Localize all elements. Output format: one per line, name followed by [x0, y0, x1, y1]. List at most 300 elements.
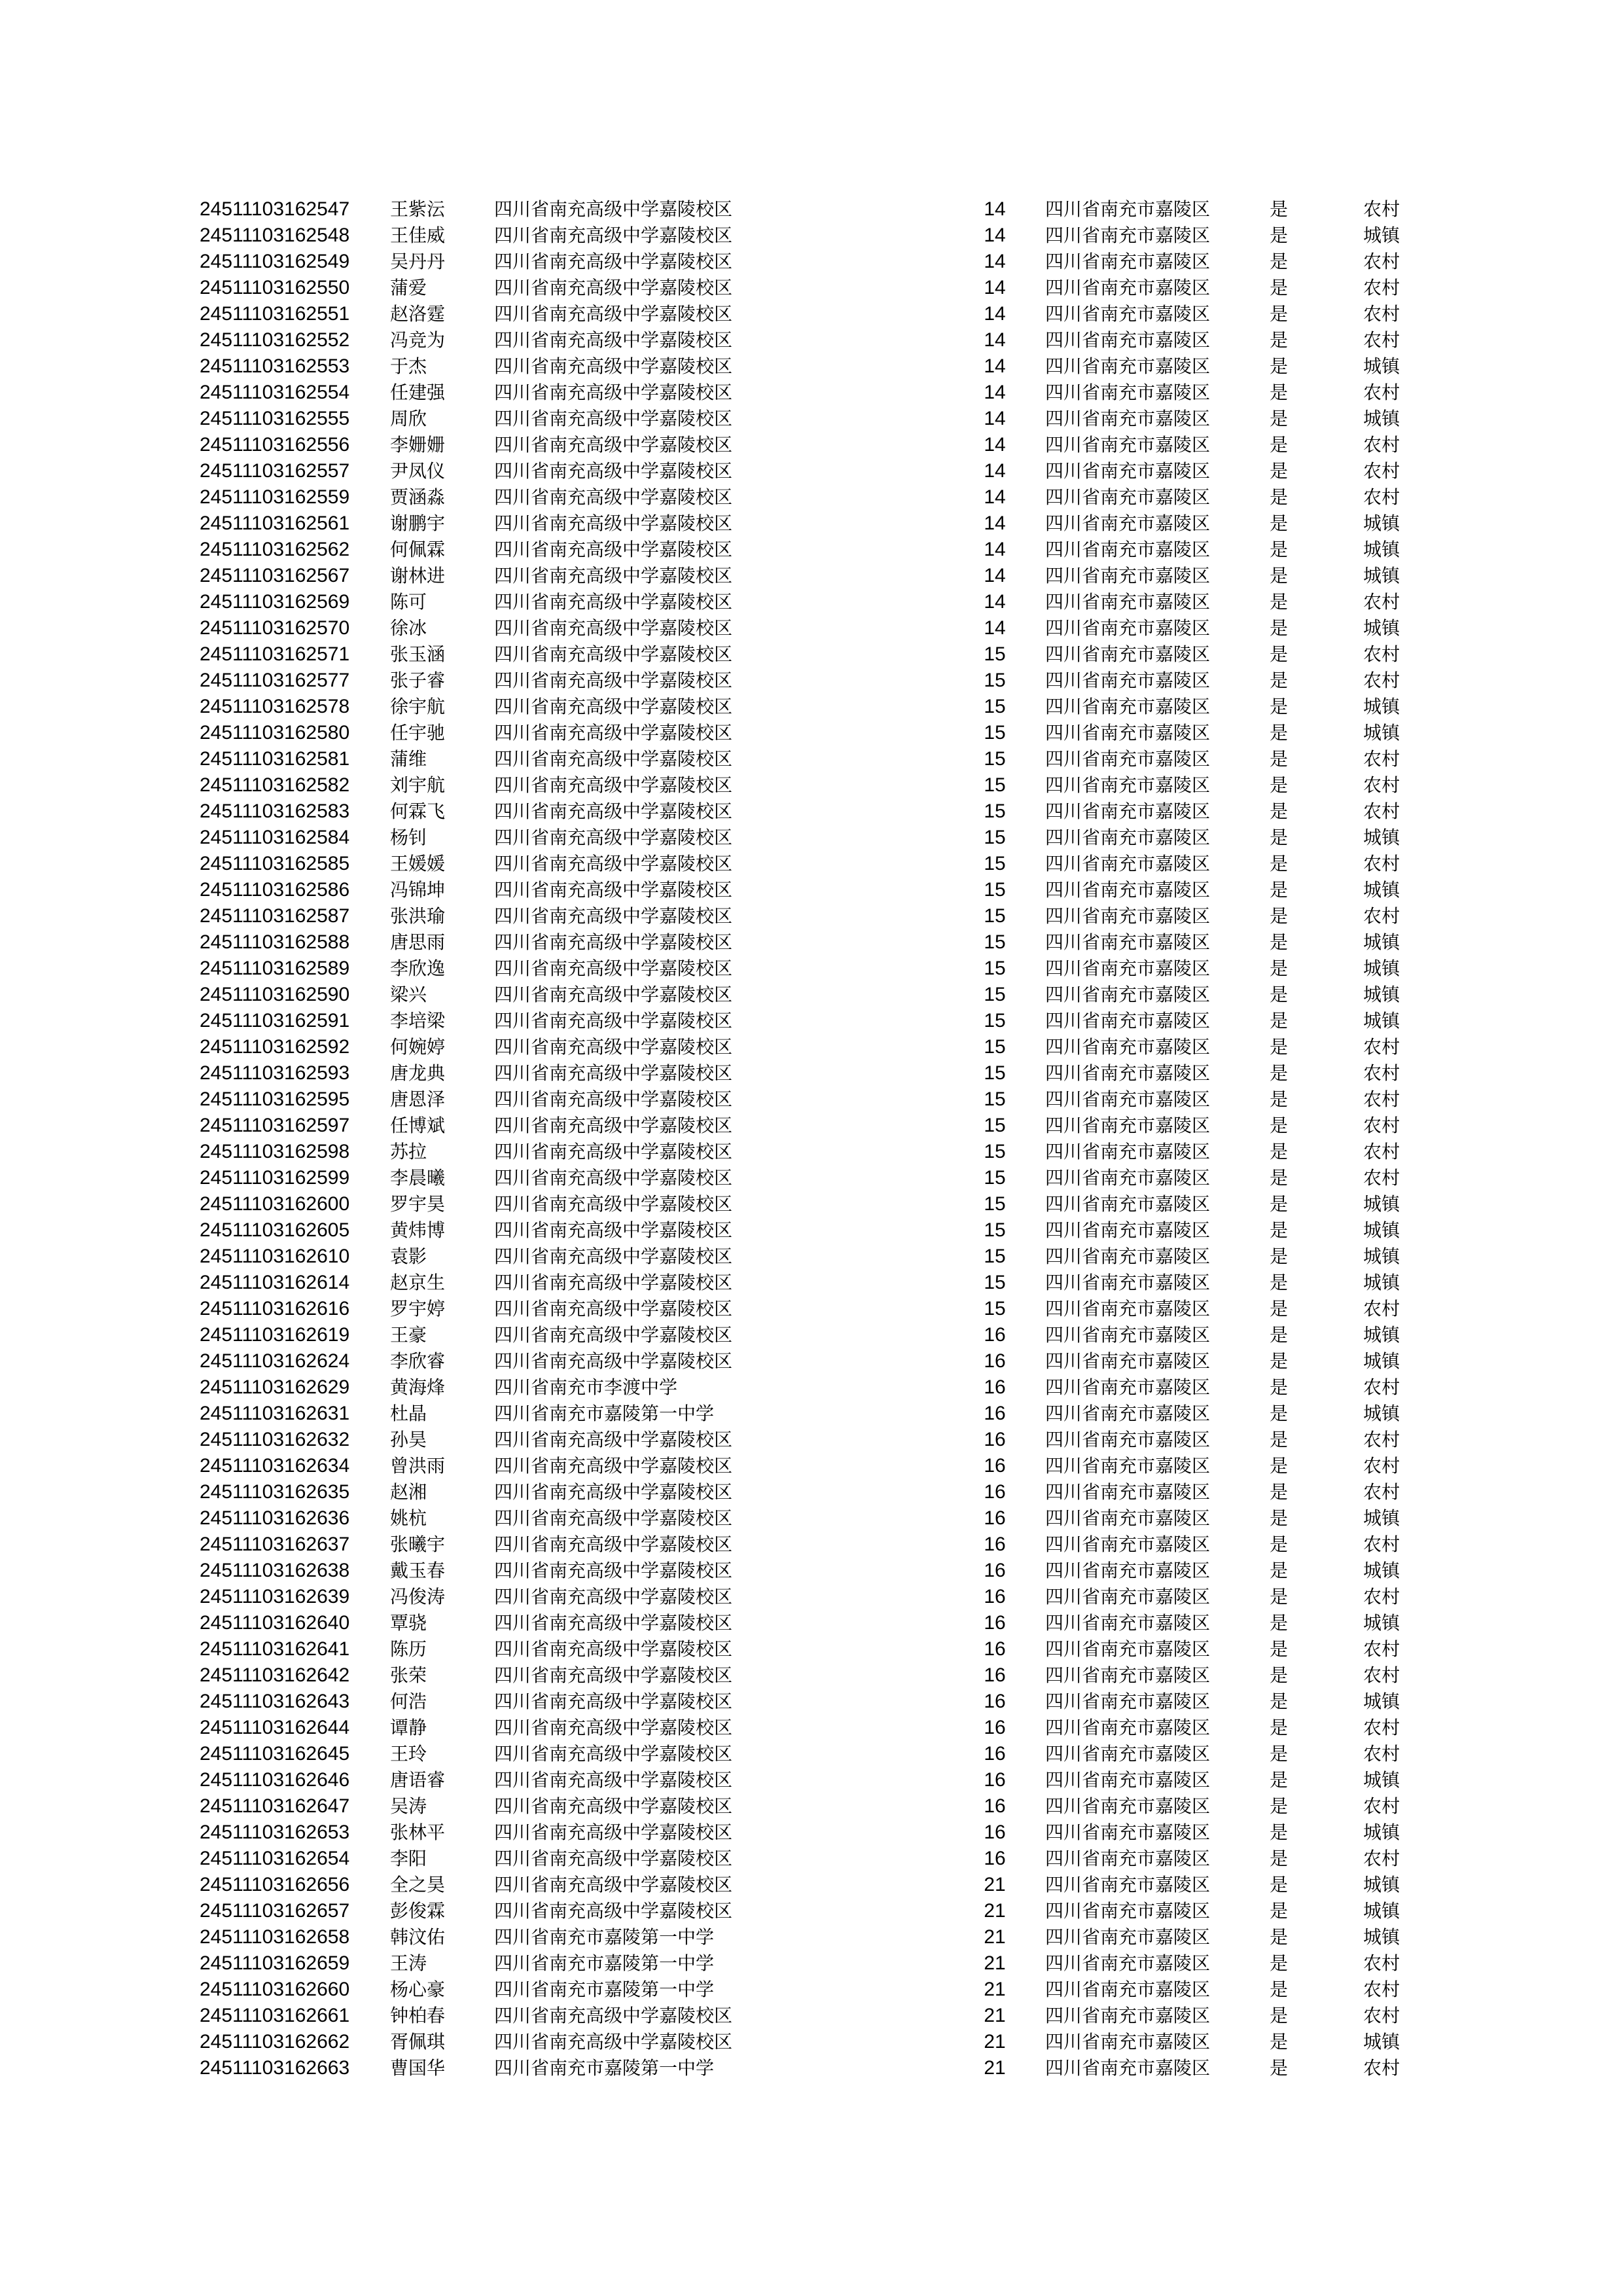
eligibility-flag: 是: [1270, 1376, 1289, 1398]
region: 四川省南充市嘉陵区: [1045, 1560, 1211, 1581]
category-code: 14: [984, 303, 1006, 325]
student-name: 姚杭: [390, 1507, 427, 1529]
school-name: 四川省南充高级中学嘉陵校区: [494, 434, 733, 456]
candidate-id: 24511103162638: [200, 1560, 350, 1581]
category-code: 16: [984, 1455, 1006, 1477]
eligibility-flag: 是: [1270, 1088, 1289, 1110]
candidate-id: 24511103162550: [200, 277, 350, 298]
school-name: 四川省南充市嘉陵第一中学: [494, 1979, 715, 2000]
eligibility-flag: 是: [1270, 591, 1289, 613]
school-name: 四川省南充高级中学嘉陵校区: [494, 931, 733, 953]
school-name: 四川省南充高级中学嘉陵校区: [494, 486, 733, 508]
candidate-id: 24511103162571: [200, 643, 350, 665]
residence-type: 农村: [1363, 1795, 1400, 1817]
student-name: 苏拉: [390, 1141, 427, 1162]
region: 四川省南充市嘉陵区: [1045, 1691, 1211, 1712]
school-name: 四川省南充高级中学嘉陵校区: [494, 2031, 733, 2053]
school-name: 四川省南充高级中学嘉陵校区: [494, 1272, 733, 1293]
table-row: [0, 196, 1623, 223]
eligibility-flag: 是: [1270, 1429, 1289, 1450]
residence-type: 城镇: [1363, 722, 1400, 744]
school-name: 四川省南充高级中学嘉陵校区: [494, 853, 733, 874]
region: 四川省南充市嘉陵区: [1045, 774, 1211, 796]
student-name: 刘宇航: [390, 774, 446, 796]
residence-type: 城镇: [1363, 1010, 1400, 1031]
residence-type: 农村: [1363, 1717, 1400, 1738]
region: 四川省南充市嘉陵区: [1045, 1664, 1211, 1686]
eligibility-flag: 是: [1270, 1979, 1289, 2000]
table-row: [0, 484, 1623, 511]
category-code: 14: [984, 277, 1006, 298]
category-code: 16: [984, 1717, 1006, 1738]
table-row: [0, 772, 1623, 798]
student-name: 何佩霖: [390, 539, 446, 560]
school-name: 四川省南充市嘉陵第一中学: [494, 1926, 715, 1948]
table-row: [0, 720, 1623, 746]
residence-type: 城镇: [1363, 512, 1400, 534]
school-name: 四川省南充高级中学嘉陵校区: [494, 1455, 733, 1477]
category-code: 21: [984, 1979, 1006, 2000]
table-row: [0, 851, 1623, 877]
eligibility-flag: 是: [1270, 1534, 1289, 1555]
residence-type: 农村: [1363, 460, 1400, 482]
residence-type: 城镇: [1363, 1507, 1400, 1529]
table-row: [0, 1191, 1623, 1217]
student-name: 赵湘: [390, 1481, 427, 1503]
eligibility-flag: 是: [1270, 1115, 1289, 1136]
eligibility-flag: 是: [1270, 879, 1289, 901]
category-code: 16: [984, 1638, 1006, 1660]
residence-type: 农村: [1363, 853, 1400, 874]
student-name: 黄炜博: [390, 1219, 446, 1241]
student-name: 何婉婷: [390, 1036, 446, 1058]
eligibility-flag: 是: [1270, 1324, 1289, 1346]
residence-type: 城镇: [1363, 931, 1400, 953]
candidate-id: 24511103162634: [200, 1455, 350, 1477]
school-name: 四川省南充高级中学嘉陵校区: [494, 277, 733, 298]
region: 四川省南充市嘉陵区: [1045, 565, 1211, 586]
eligibility-flag: 是: [1270, 748, 1289, 770]
student-name: 唐思雨: [390, 931, 446, 953]
eligibility-flag: 是: [1270, 1167, 1289, 1189]
category-code: 15: [984, 931, 1006, 953]
school-name: 四川省南充高级中学嘉陵校区: [494, 827, 733, 848]
table-row: [0, 1479, 1623, 1505]
residence-type: 城镇: [1363, 355, 1400, 377]
eligibility-flag: 是: [1270, 1664, 1289, 1686]
school-name: 四川省南充高级中学嘉陵校区: [494, 355, 733, 377]
school-name: 四川省南充市嘉陵第一中学: [494, 1952, 715, 1974]
category-code: 15: [984, 1272, 1006, 1293]
category-code: 15: [984, 722, 1006, 744]
student-name: 任建强: [390, 382, 446, 403]
category-code: 15: [984, 1088, 1006, 1110]
school-name: 四川省南充高级中学嘉陵校区: [494, 1769, 733, 1791]
table-row: [0, 825, 1623, 851]
candidate-id: 24511103162653: [200, 1821, 350, 1843]
region: 四川省南充市嘉陵区: [1045, 1376, 1211, 1398]
student-name: 陈可: [390, 591, 427, 613]
category-code: 15: [984, 774, 1006, 796]
school-name: 四川省南充市嘉陵第一中学: [494, 1403, 715, 1424]
candidate-id: 24511103162660: [200, 1979, 350, 2000]
residence-type: 城镇: [1363, 2031, 1400, 2053]
table-row: [0, 1924, 1623, 1950]
eligibility-flag: 是: [1270, 1455, 1289, 1477]
table-row: [0, 1689, 1623, 1715]
student-name: 唐语睿: [390, 1769, 446, 1791]
residence-type: 农村: [1363, 1088, 1400, 1110]
residence-type: 城镇: [1363, 1350, 1400, 1372]
region: 四川省南充市嘉陵区: [1045, 1272, 1211, 1293]
category-code: 16: [984, 1795, 1006, 1817]
eligibility-flag: 是: [1270, 1612, 1289, 1634]
candidate-id: 24511103162599: [200, 1167, 350, 1189]
candidate-id: 24511103162551: [200, 303, 350, 325]
residence-type: 农村: [1363, 303, 1400, 325]
candidate-id: 24511103162595: [200, 1088, 350, 1110]
school-name: 四川省南充高级中学嘉陵校区: [494, 1324, 733, 1346]
candidate-id: 24511103162586: [200, 879, 350, 901]
region: 四川省南充市嘉陵区: [1045, 591, 1211, 613]
student-name: 徐宇航: [390, 696, 446, 717]
eligibility-flag: 是: [1270, 329, 1289, 351]
region: 四川省南充市嘉陵区: [1045, 1586, 1211, 1607]
region: 四川省南充市嘉陵区: [1045, 1141, 1211, 1162]
residence-type: 城镇: [1363, 1219, 1400, 1241]
candidate-id: 24511103162632: [200, 1429, 350, 1450]
region: 四川省南充市嘉陵区: [1045, 984, 1211, 1005]
eligibility-flag: 是: [1270, 1848, 1289, 1869]
region: 四川省南充市嘉陵区: [1045, 1429, 1211, 1450]
candidate-id: 24511103162641: [200, 1638, 350, 1660]
category-code: 15: [984, 853, 1006, 874]
category-code: 21: [984, 1900, 1006, 1922]
candidate-id: 24511103162635: [200, 1481, 350, 1503]
candidate-id: 24511103162562: [200, 539, 350, 560]
residence-type: 农村: [1363, 591, 1400, 613]
category-code: 16: [984, 1324, 1006, 1346]
residence-type: 城镇: [1363, 1612, 1400, 1634]
region: 四川省南充市嘉陵区: [1045, 1193, 1211, 1215]
eligibility-flag: 是: [1270, 1560, 1289, 1581]
region: 四川省南充市嘉陵区: [1045, 303, 1211, 325]
residence-type: 农村: [1363, 643, 1400, 665]
school-name: 四川省南充高级中学嘉陵校区: [494, 1691, 733, 1712]
school-name: 四川省南充高级中学嘉陵校区: [494, 303, 733, 325]
category-code: 15: [984, 1062, 1006, 1084]
region: 四川省南充市嘉陵区: [1045, 2057, 1211, 2079]
eligibility-flag: 是: [1270, 1507, 1289, 1529]
eligibility-flag: 是: [1270, 1743, 1289, 1765]
category-code: 14: [984, 224, 1006, 246]
eligibility-flag: 是: [1270, 1874, 1289, 1895]
residence-type: 城镇: [1363, 408, 1400, 429]
table-row: [0, 511, 1623, 537]
school-name: 四川省南充高级中学嘉陵校区: [494, 1298, 733, 1319]
eligibility-flag: 是: [1270, 2057, 1289, 2079]
region: 四川省南充市嘉陵区: [1045, 486, 1211, 508]
candidate-id: 24511103162619: [200, 1324, 350, 1346]
region: 四川省南充市嘉陵区: [1045, 931, 1211, 953]
student-name: 张曦宇: [390, 1534, 446, 1555]
table-row: [0, 1741, 1623, 1767]
school-name: 四川省南充高级中学嘉陵校区: [494, 1062, 733, 1084]
eligibility-flag: 是: [1270, 643, 1289, 665]
category-code: 16: [984, 1560, 1006, 1581]
student-name: 张洪瑜: [390, 905, 446, 927]
candidate-id: 24511103162585: [200, 853, 350, 874]
table-row: [0, 615, 1623, 641]
school-name: 四川省南充高级中学嘉陵校区: [494, 1141, 733, 1162]
school-name: 四川省南充高级中学嘉陵校区: [494, 512, 733, 534]
candidate-id: 24511103162592: [200, 1036, 350, 1058]
category-code: 16: [984, 1691, 1006, 1712]
table-row: [0, 1767, 1623, 1793]
school-name: 四川省南充高级中学嘉陵校区: [494, 958, 733, 979]
eligibility-flag: 是: [1270, 1062, 1289, 1084]
school-name: 四川省南充高级中学嘉陵校区: [494, 329, 733, 351]
eligibility-flag: 是: [1270, 1193, 1289, 1215]
region: 四川省南充市嘉陵区: [1045, 1010, 1211, 1031]
category-code: 16: [984, 1350, 1006, 1372]
category-code: 15: [984, 1193, 1006, 1215]
residence-type: 城镇: [1363, 1900, 1400, 1922]
table-row: [0, 1244, 1623, 1270]
residence-type: 农村: [1363, 1062, 1400, 1084]
region: 四川省南充市嘉陵区: [1045, 1769, 1211, 1791]
student-name: 钟柏春: [390, 2005, 446, 2026]
student-name: 尹凤仪: [390, 460, 446, 482]
eligibility-flag: 是: [1270, 198, 1289, 220]
category-code: 15: [984, 1167, 1006, 1189]
table-row: [0, 223, 1623, 249]
student-name: 彭俊霖: [390, 1900, 446, 1922]
school-name: 四川省南充高级中学嘉陵校区: [494, 1586, 733, 1607]
student-name: 罗宇昊: [390, 1193, 446, 1215]
candidate-id: 24511103162583: [200, 800, 350, 822]
category-code: 21: [984, 1874, 1006, 1895]
school-name: 四川省南充高级中学嘉陵校区: [494, 643, 733, 665]
school-name: 四川省南充高级中学嘉陵校区: [494, 539, 733, 560]
eligibility-flag: 是: [1270, 434, 1289, 456]
region: 四川省南充市嘉陵区: [1045, 224, 1211, 246]
student-name: 冯锦坤: [390, 879, 446, 901]
region: 四川省南充市嘉陵区: [1045, 1638, 1211, 1660]
eligibility-flag: 是: [1270, 486, 1289, 508]
school-name: 四川省南充高级中学嘉陵校区: [494, 460, 733, 482]
region: 四川省南充市嘉陵区: [1045, 382, 1211, 403]
residence-type: 农村: [1363, 198, 1400, 220]
region: 四川省南充市嘉陵区: [1045, 329, 1211, 351]
category-code: 15: [984, 696, 1006, 717]
candidate-id: 24511103162644: [200, 1717, 350, 1738]
school-name: 四川省南充高级中学嘉陵校区: [494, 1534, 733, 1555]
student-name: 李培梁: [390, 1010, 446, 1031]
eligibility-flag: 是: [1270, 1691, 1289, 1712]
residence-type: 城镇: [1363, 1769, 1400, 1791]
residence-type: 城镇: [1363, 1874, 1400, 1895]
residence-type: 城镇: [1363, 1821, 1400, 1843]
student-name: 赵京生: [390, 1272, 446, 1293]
residence-type: 农村: [1363, 1115, 1400, 1136]
region: 四川省南充市嘉陵区: [1045, 1821, 1211, 1843]
student-name: 王涛: [390, 1952, 427, 1974]
school-name: 四川省南充高级中学嘉陵校区: [494, 1507, 733, 1529]
student-name: 李晨曦: [390, 1167, 446, 1189]
table-row: [0, 746, 1623, 772]
region: 四川省南充市嘉陵区: [1045, 827, 1211, 848]
residence-type: 农村: [1363, 486, 1400, 508]
school-name: 四川省南充高级中学嘉陵校区: [494, 198, 733, 220]
residence-type: 城镇: [1363, 984, 1400, 1005]
candidate-id: 24511103162624: [200, 1350, 350, 1372]
candidate-id: 24511103162591: [200, 1010, 350, 1031]
residence-type: 农村: [1363, 329, 1400, 351]
student-name: 谢林进: [390, 565, 446, 586]
category-code: 14: [984, 460, 1006, 482]
table-row: [0, 1558, 1623, 1584]
region: 四川省南充市嘉陵区: [1045, 1455, 1211, 1477]
student-name: 梁兴: [390, 984, 427, 1005]
category-code: 16: [984, 1481, 1006, 1503]
region: 四川省南充市嘉陵区: [1045, 1795, 1211, 1817]
eligibility-flag: 是: [1270, 251, 1289, 272]
category-code: 21: [984, 2031, 1006, 2053]
category-code: 15: [984, 1115, 1006, 1136]
category-code: 21: [984, 2005, 1006, 2026]
eligibility-flag: 是: [1270, 460, 1289, 482]
eligibility-flag: 是: [1270, 1952, 1289, 1974]
school-name: 四川省南充高级中学嘉陵校区: [494, 1612, 733, 1634]
category-code: 15: [984, 1298, 1006, 1319]
table-row: [0, 1505, 1623, 1532]
table-row: [0, 2029, 1623, 2055]
category-code: 14: [984, 329, 1006, 351]
region: 四川省南充市嘉陵区: [1045, 1979, 1211, 2000]
school-name: 四川省南充高级中学嘉陵校区: [494, 1638, 733, 1660]
category-code: 16: [984, 1821, 1006, 1843]
student-name: 王玲: [390, 1743, 427, 1765]
student-name: 王媛媛: [390, 853, 446, 874]
table-row: [0, 668, 1623, 694]
category-code: 16: [984, 1664, 1006, 1686]
table-row: [0, 275, 1623, 301]
category-code: 14: [984, 408, 1006, 429]
candidate-id: 24511103162547: [200, 198, 350, 220]
school-name: 四川省南充高级中学嘉陵校区: [494, 1795, 733, 1817]
table-row: [0, 1427, 1623, 1453]
candidate-id: 24511103162600: [200, 1193, 350, 1215]
region: 四川省南充市嘉陵区: [1045, 1062, 1211, 1084]
region: 四川省南充市嘉陵区: [1045, 539, 1211, 560]
eligibility-flag: 是: [1270, 1769, 1289, 1791]
school-name: 四川省南充高级中学嘉陵校区: [494, 408, 733, 429]
candidate-id: 24511103162636: [200, 1507, 350, 1529]
candidate-id: 24511103162561: [200, 512, 350, 534]
residence-type: 城镇: [1363, 1403, 1400, 1424]
table-row: [0, 589, 1623, 615]
student-name: 陈历: [390, 1638, 427, 1660]
table-row: [0, 458, 1623, 484]
residence-type: 城镇: [1363, 1324, 1400, 1346]
candidate-id: 24511103162577: [200, 670, 350, 691]
eligibility-flag: 是: [1270, 224, 1289, 246]
student-name: 李欣逸: [390, 958, 446, 979]
school-name: 四川省南充高级中学嘉陵校区: [494, 1560, 733, 1581]
region: 四川省南充市嘉陵区: [1045, 355, 1211, 377]
eligibility-flag: 是: [1270, 1481, 1289, 1503]
school-name: 四川省南充高级中学嘉陵校区: [494, 1429, 733, 1450]
residence-type: 农村: [1363, 1743, 1400, 1765]
student-name: 谭静: [390, 1717, 427, 1738]
table-row: [0, 432, 1623, 458]
residence-type: 城镇: [1363, 224, 1400, 246]
school-name: 四川省南充高级中学嘉陵校区: [494, 1717, 733, 1738]
school-name: 四川省南充市李渡中学: [494, 1376, 678, 1398]
student-name: 袁影: [390, 1246, 427, 1267]
student-name: 吴丹丹: [390, 251, 446, 272]
student-name: 周欣: [390, 408, 427, 429]
candidate-id: 24511103162580: [200, 722, 350, 744]
category-code: 15: [984, 1141, 1006, 1162]
eligibility-flag: 是: [1270, 1586, 1289, 1607]
eligibility-flag: 是: [1270, 1638, 1289, 1660]
residence-type: 农村: [1363, 670, 1400, 691]
residence-type: 农村: [1363, 774, 1400, 796]
candidate-id: 24511103162587: [200, 905, 350, 927]
region: 四川省南充市嘉陵区: [1045, 800, 1211, 822]
student-name: 于杰: [390, 355, 427, 377]
table-row: [0, 1322, 1623, 1348]
table-row: [0, 798, 1623, 825]
candidate-id: 24511103162663: [200, 2057, 350, 2079]
category-code: 14: [984, 198, 1006, 220]
region: 四川省南充市嘉陵区: [1045, 408, 1211, 429]
student-name: 赵洛霆: [390, 303, 446, 325]
category-code: 15: [984, 643, 1006, 665]
candidate-id: 24511103162569: [200, 591, 350, 613]
student-name: 全之昊: [390, 1874, 446, 1895]
residence-type: 农村: [1363, 251, 1400, 272]
region: 四川省南充市嘉陵区: [1045, 1403, 1211, 1424]
eligibility-flag: 是: [1270, 1717, 1289, 1738]
eligibility-flag: 是: [1270, 539, 1289, 560]
candidate-id: 24511103162581: [200, 748, 350, 770]
school-name: 四川省南充高级中学嘉陵校区: [494, 1193, 733, 1215]
category-code: 14: [984, 486, 1006, 508]
residence-type: 农村: [1363, 1952, 1400, 1974]
eligibility-flag: 是: [1270, 512, 1289, 534]
table-row: [0, 1348, 1623, 1374]
eligibility-flag: 是: [1270, 984, 1289, 1005]
school-name: 四川省南充高级中学嘉陵校区: [494, 1900, 733, 1922]
table-row: [0, 2055, 1623, 2081]
student-name: 张林平: [390, 1821, 446, 1843]
category-code: 14: [984, 434, 1006, 456]
eligibility-flag: 是: [1270, 696, 1289, 717]
eligibility-flag: 是: [1270, 355, 1289, 377]
school-name: 四川省南充高级中学嘉陵校区: [494, 251, 733, 272]
student-name: 唐恩泽: [390, 1088, 446, 1110]
category-code: 15: [984, 1219, 1006, 1241]
school-name: 四川省南充高级中学嘉陵校区: [494, 1219, 733, 1241]
region: 四川省南充市嘉陵区: [1045, 1324, 1211, 1346]
region: 四川省南充市嘉陵区: [1045, 853, 1211, 874]
candidate-id: 24511103162605: [200, 1219, 350, 1241]
table-row: [0, 301, 1623, 327]
table-row: [0, 1977, 1623, 2003]
